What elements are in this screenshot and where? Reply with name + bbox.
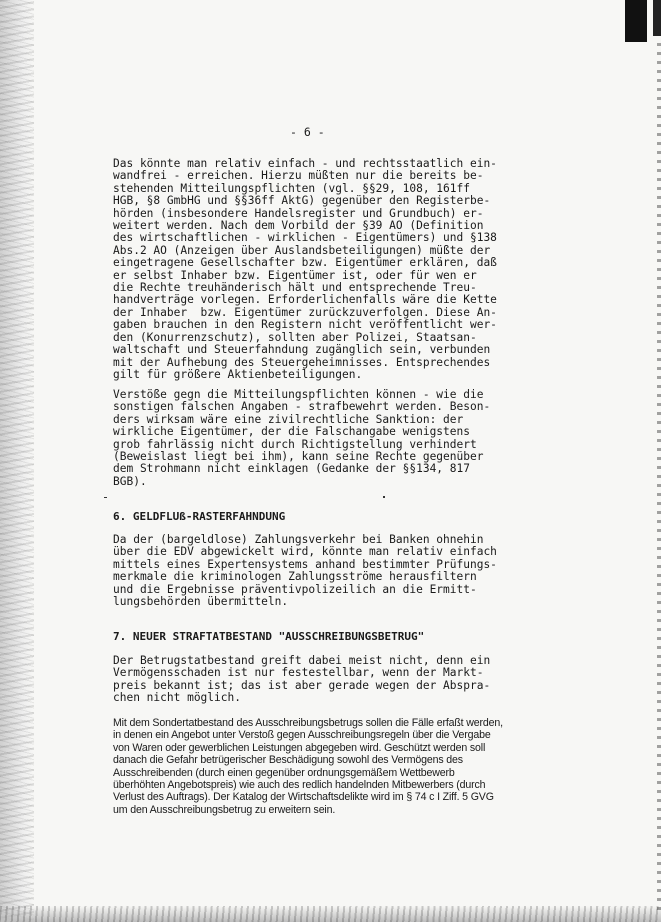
scan-edge-right	[657, 40, 661, 910]
scan-edge-left	[0, 0, 34, 922]
scan-edge-bottom	[0, 906, 661, 922]
text-line: in denen ein Angebot unter Verstoß gegen Ausschreibungsregeln über die Vergabe	[113, 729, 491, 742]
text-line: überhöhten Angebotspreis) wie auch des redlich handelnden Mitbewerbers (durch	[113, 779, 486, 792]
text-line: Ausschreibenden (durch einen gegenüber ordnungsgemäßem Wettbewerb	[113, 766, 455, 779]
text-line: Verlust des Auftrags). Der Katalog der Wirtschaftsdelikte wird im § 74 c I Ziff. 5 GVG	[113, 791, 494, 804]
paragraph-payment-screening: Da der (bargeldlose) Zahlungsverkehr bei Banken ohnehin über die EDV abgewickelt wird, könnte man relativ einfach mittels eines Expertensystems anhand bestimmter Prüfungs- merkmale die kriminologen Zahlungsströme herausfiltern und die Ergebnisse präventivpolizeilich an die Ermitt- lungsbehörden übermitteln.	[113, 533, 497, 609]
text-line: von Waren oder gewerblichen Leistungen abgegeben wird. Geschützt werden soll	[113, 741, 486, 754]
scan-speck	[383, 496, 385, 498]
scan-artifact	[653, 0, 661, 36]
scan-speck	[104, 497, 107, 498]
text-line: danach die Gefahr betrügerischer Beschädigung sowohl des Vermögens des	[113, 754, 463, 767]
section-heading-6: 6. GELDFLUß-RASTERFAHNDUNG	[113, 510, 286, 523]
paragraph-registry: Das könnte man relativ einfach - und rechtsstaatlich ein- wandfrei - erreichen. Hierzu müßten nur die bereits be- stehenden Mitteilungspflichten (vgl. §§29, 108, 161ff HGB, §8 GmbHG und §§36ff AktG) gegenüber den Registerbe- hörden (insbesondere Handelsregister und Grundbuch) er- weitert werden. Nach dem Vorbild der §39 AO (Definition des wirtschaftlichen - wirklichen - Eigentümers) und §138 Abs.2 AO (Anzeigen über Auslandsbeteiligungen) müßte der eingetragene Gesellschafter bzw. Eigentümer erklären, daß er selbst Inhaber bzw. Eigentümer ist, oder für wen er die Rechte treuhänderisch hält und entsprechende Treu- handverträge vorlegen. Erforderlichenfalls wäre die Kette der Inhaber bzw. Eigentümer zurückzuverfolgen. Diese An- gaben brauchen in den Registern nicht veröffentlicht wer- den (Konurrenzschutz), sollten aber Polizei, Staatsan- waltschaft und Steuerfahndung zugänglich sein, verbunden mit der Aufhebung des Steuergeheimnisses. Entsprechendes gilt für größere Aktienbeteiligungen.	[113, 157, 497, 381]
scan-artifact	[625, 0, 647, 42]
text-line: um den Ausschreibungsbetrug zu erweitern sein.	[113, 803, 336, 816]
section-heading-7: 7. NEUER STRAFTATBESTAND "AUSSCHREIBUNGSBETRUG"	[113, 630, 425, 643]
paragraph-tender-fraud	[113, 717, 543, 816]
paragraph-violations: Verstöße gegn die Mitteilungspflichten können - wie die sonstigen falschen Angaben - strafbewehrt werden. Beson- ders wirksam wäre eine zivilrechtliche Sanktion: der wirkliche Eigentümer, der die Falschangabe wenigstens grob fahrlässig nicht durch Richtigstellung verhindert (Beweislast liegt bei ihm), kann seine Rechte gegenüber dem Strohmann nicht einklagen (Gedanke der §§134, 817 BGB).	[113, 388, 491, 488]
page-number: - 6 -	[290, 125, 325, 139]
text-line: Mit dem Sondertatbestand des Ausschreibungsbetrugs sollen die Fälle erfaßt werden,	[113, 717, 503, 729]
paragraph-fraud-offence: Der Betrugstatbestand greift dabei meist nicht, denn ein Vermögensschaden ist nur festestellbar, wenn der Markt- preis bekannt ist; das ist aber gerade wegen der Abspra- chen nicht möglich.	[113, 654, 491, 705]
